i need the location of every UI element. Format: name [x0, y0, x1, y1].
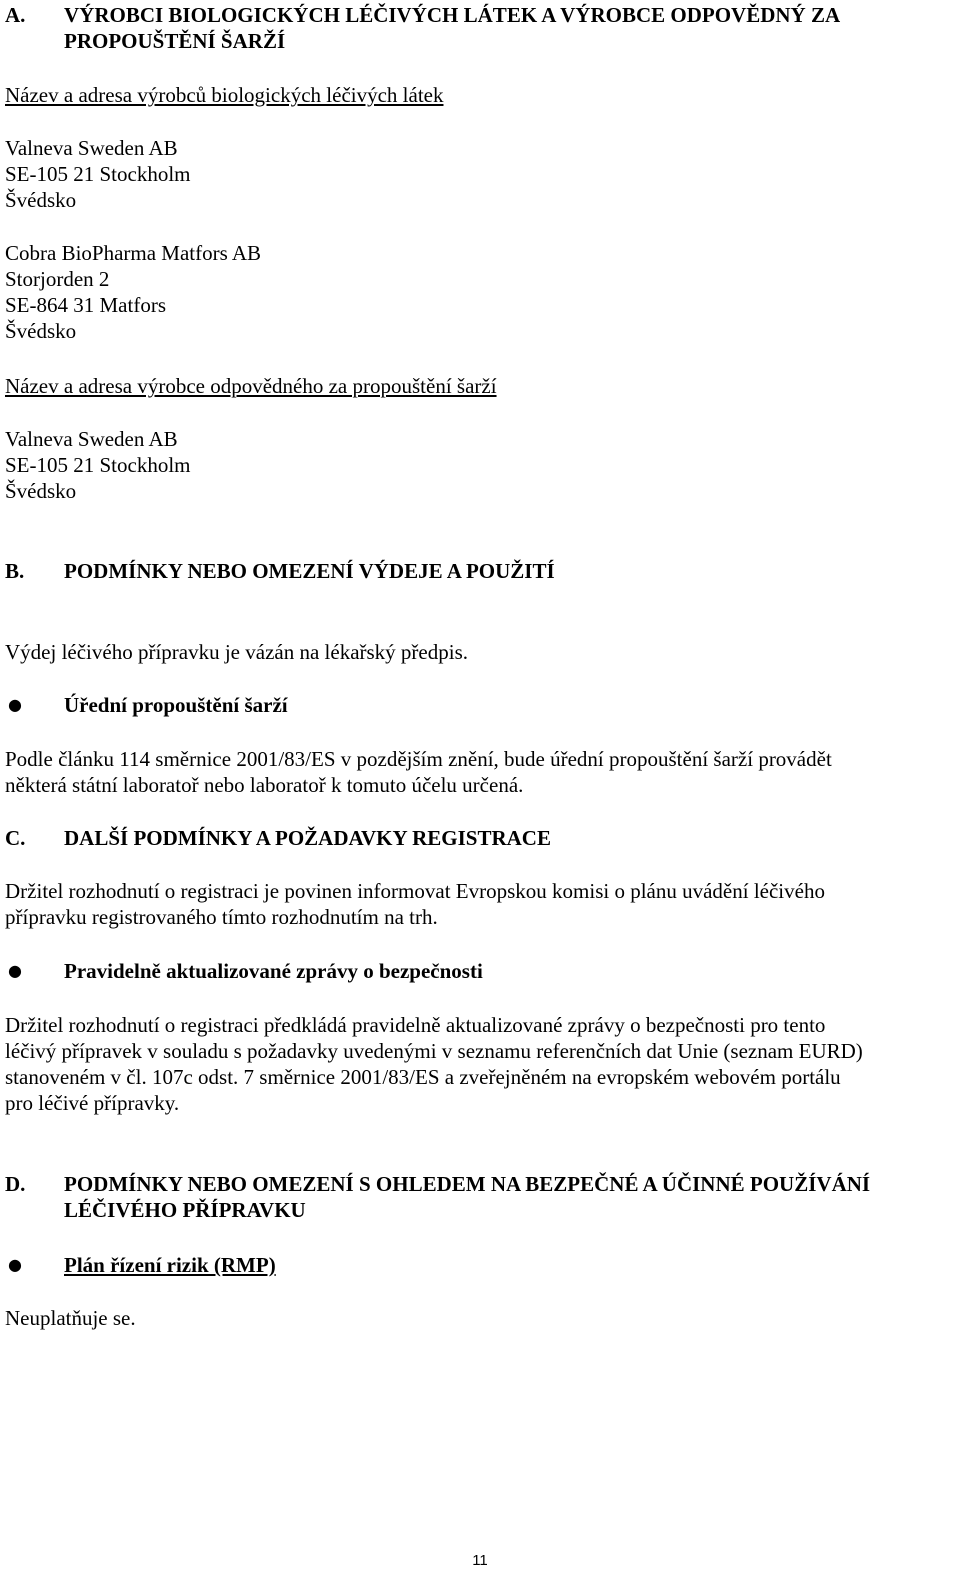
address-line: Švédsko: [5, 188, 77, 212]
address-line: SE-105 21 Stockholm: [5, 162, 191, 186]
bullet-icon: ●: [8, 961, 22, 980]
section-a-title-line1: VÝROBCI BIOLOGICKÝCH LÉČIVÝCH LÁTEK A VÝROBCE ODPOVĚDNÝ ZA: [64, 3, 841, 27]
manufacturer-2-address: [5, 240, 955, 344]
biologic-manufacturers-label: Název a adresa výrobců biologických léčivých látek: [5, 83, 444, 107]
psur-body: Držitel rozhodnutí o registraci předkládá pravidelně aktualizované zprávy o bezpečnosti pro tento léčivý přípravek v souladu s požadavky uvedenými v seznamu referenčních dat Unie (seznam EURD) stanoveném v čl. 107c odst. 7 směrnice 2001/83/ES a zveřejněném na evropském webovém portálu pro léčivé přípravky.: [5, 1013, 863, 1115]
address-line: Storjorden 2: [5, 267, 110, 291]
section-b-letter: B.: [5, 559, 25, 583]
address-line: SE-105 21 Stockholm: [5, 453, 191, 477]
release-manufacturer-address: [5, 426, 955, 504]
batch-release-body: Podle článku 114 směrnice 2001/83/ES v pozdějším znění, bude úřední propouštění šarží provádět některá státní laboratoř nebo laboratoř k tomuto účelu určená.: [5, 747, 832, 797]
section-d-heading: [5, 1171, 955, 1223]
manufacturer-1-address: [5, 135, 955, 213]
section-d-title-line1: PODMÍNKY NEBO OMEZENÍ S OHLEDEM NA BEZPEČNÉ A ÚČINNÉ POUŽÍVÁNÍ: [64, 1172, 871, 1196]
section-a-title: [64, 2, 955, 54]
address-line: Švédsko: [5, 319, 77, 343]
address-line: Valneva Sweden AB: [5, 136, 178, 160]
section-d-title: [64, 1171, 955, 1223]
section-c-heading: [5, 825, 955, 851]
address-line: Cobra BioPharma Matfors AB: [5, 241, 262, 265]
bullet-rmp: [5, 1252, 955, 1278]
bullet-title: Pravidelně aktualizované zprávy o bezpečnosti: [64, 959, 483, 983]
section-c-title: DALŠÍ PODMÍNKY A POŽADAVKY REGISTRACE: [64, 826, 551, 850]
bullet-icon: ●: [8, 695, 22, 714]
bullet-title: Plán řízení rizik (RMP): [64, 1253, 276, 1277]
section-a-heading: [5, 2, 955, 54]
address-line: Švédsko: [5, 479, 77, 503]
page-number: 11: [472, 1552, 488, 1569]
section-a-title-line2: PROPOUŠTĚNÍ ŠARŽÍ: [64, 29, 286, 53]
release-manufacturer-label: Název a adresa výrobce odpovědného za propouštění šarží: [5, 374, 497, 398]
bullet-official-batch-release: [5, 692, 955, 718]
address-line: SE-864 31 Matfors: [5, 293, 166, 317]
section-d-title-line2: LÉČIVÉHO PŘÍPRAVKU: [64, 1198, 306, 1222]
bullet-icon: ●: [8, 1255, 22, 1274]
address-line: Valneva Sweden AB: [5, 427, 178, 451]
bullet-title: Úřední propouštění šarží: [64, 693, 288, 717]
section-b-heading: [5, 558, 955, 584]
section-b-title: PODMÍNKY NEBO OMEZENÍ VÝDEJE A POUŽITÍ: [64, 559, 555, 583]
section-c-intro: Držitel rozhodnutí o registraci je povinen informovat Evropskou komisi o plánu uvádění léčivého přípravku registrovaného tímto rozhodnutím na trh.: [5, 879, 825, 929]
prescription-text: Výdej léčivého přípravku je vázán na lékařský předpis.: [5, 640, 468, 664]
section-c-letter: C.: [5, 826, 26, 850]
rmp-body: Neuplatňuje se.: [5, 1306, 136, 1330]
section-a-letter: A.: [5, 3, 26, 27]
section-d-letter: D.: [5, 1172, 26, 1196]
bullet-psur: [5, 958, 955, 984]
